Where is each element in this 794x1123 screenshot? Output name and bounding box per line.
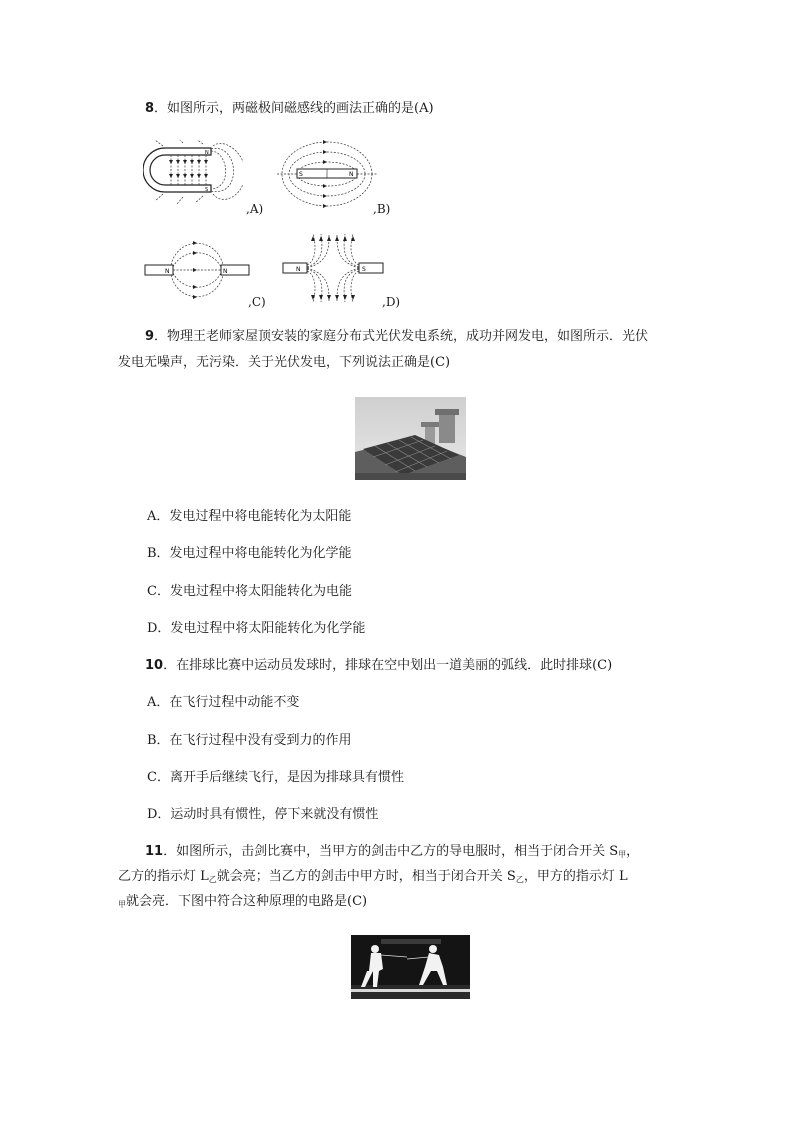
magnet-left: [283, 263, 307, 273]
q8-figure-c: [143, 234, 251, 304]
q9-stem-line2: [118, 354, 450, 372]
q8-label-d: ,D): [382, 295, 401, 309]
q10-option-c: C．离开手后继续飞行，是因为排球具有惯性: [147, 770, 404, 785]
q8-figure-a: [143, 140, 248, 215]
q11-sub-1: 甲: [618, 850, 627, 859]
q11-text-1a: ．如图所示，击剑比赛中，当甲方的剑击中乙方的导电服时，相当于闭合开关 S: [163, 844, 619, 859]
q11-text-2c: ，甲方的指示灯 L: [523, 869, 628, 884]
q8-b-pole-n: N: [349, 171, 354, 178]
q11-stem-line1: [145, 843, 639, 864]
solar-panel-photo: [355, 397, 466, 480]
q9-text-line1: ．物理王老师家屋顶安装的家庭分布式光伏发电系统，成功并网发电，如图所示．光伏: [154, 329, 649, 344]
q9-option-b: B．发电过程中将电能转化为化学能: [147, 546, 352, 561]
q10-number: 10: [145, 658, 164, 673]
q8-d-pole-left: N: [296, 266, 301, 273]
q9-option-d: D．发电过程中将太阳能转化为化学能: [147, 621, 366, 636]
q11-text-3a: 就会亮．下图中符合这种原理的电路是(C): [126, 894, 368, 909]
q10-option-d: D．运动时具有惯性，停下来就没有惯性: [147, 807, 379, 822]
q8-a-pole-n: N: [205, 150, 209, 156]
q8-c-pole-left: N: [165, 268, 170, 275]
q8-d-pole-right: S: [362, 266, 366, 273]
q9-number: 9: [145, 329, 155, 344]
q8-label-c: ,C): [248, 295, 266, 309]
q8-figure-d: [281, 232, 386, 304]
q11-sub-2a: 乙: [208, 875, 217, 884]
q8-figure-b: [277, 136, 377, 216]
q11-sub-2b: 乙: [515, 875, 524, 884]
q8-number: 8: [145, 101, 155, 116]
q11-sub-3: 甲: [118, 900, 126, 909]
q8-label-b: ,B): [373, 202, 391, 216]
q9-option-a: A．发电过程中将电能转化为太阳能: [147, 509, 352, 524]
q8-text: ．如图所示，两磁极间磁感线的画法正确的是(A): [154, 101, 434, 116]
q11-text-2b: 就会亮；当乙方的剑击中甲方时，相当于闭合开关 S: [216, 869, 516, 884]
q11-stem-line3: [118, 893, 367, 914]
q8-b-pole-s: S: [299, 171, 303, 178]
q11-text-1b: ，: [626, 844, 640, 859]
q11-text-2a: 乙方的指示灯 L: [118, 869, 209, 884]
q9-stem-line1: [145, 328, 648, 346]
u-magnet-body: [143, 148, 211, 192]
q10-stem: [145, 657, 612, 675]
q8-a-pole-s: S: [205, 187, 209, 193]
q10-option-b: B．在飞行过程中没有受到力的作用: [147, 733, 352, 748]
q8-label-a: ,A): [246, 202, 264, 216]
fencing-photo: [351, 935, 470, 999]
q10-option-a: A．在飞行过程中动能不变: [147, 695, 300, 710]
q8-stem: [145, 100, 434, 118]
q8-c-pole-right: N: [223, 268, 228, 275]
q9-text-line2: 发电无噪声，无污染．关于光伏发电，下列说法正确是(C): [118, 355, 451, 370]
q11-number: 11: [145, 844, 164, 859]
q11-stem-line2: [118, 868, 628, 889]
q10-text: ．在排球比赛中运动员发球时，排球在空中划出一道美丽的弧线．此时排球(C): [163, 658, 613, 673]
q9-option-c: C．发电过程中将太阳能转化为电能: [147, 584, 352, 599]
